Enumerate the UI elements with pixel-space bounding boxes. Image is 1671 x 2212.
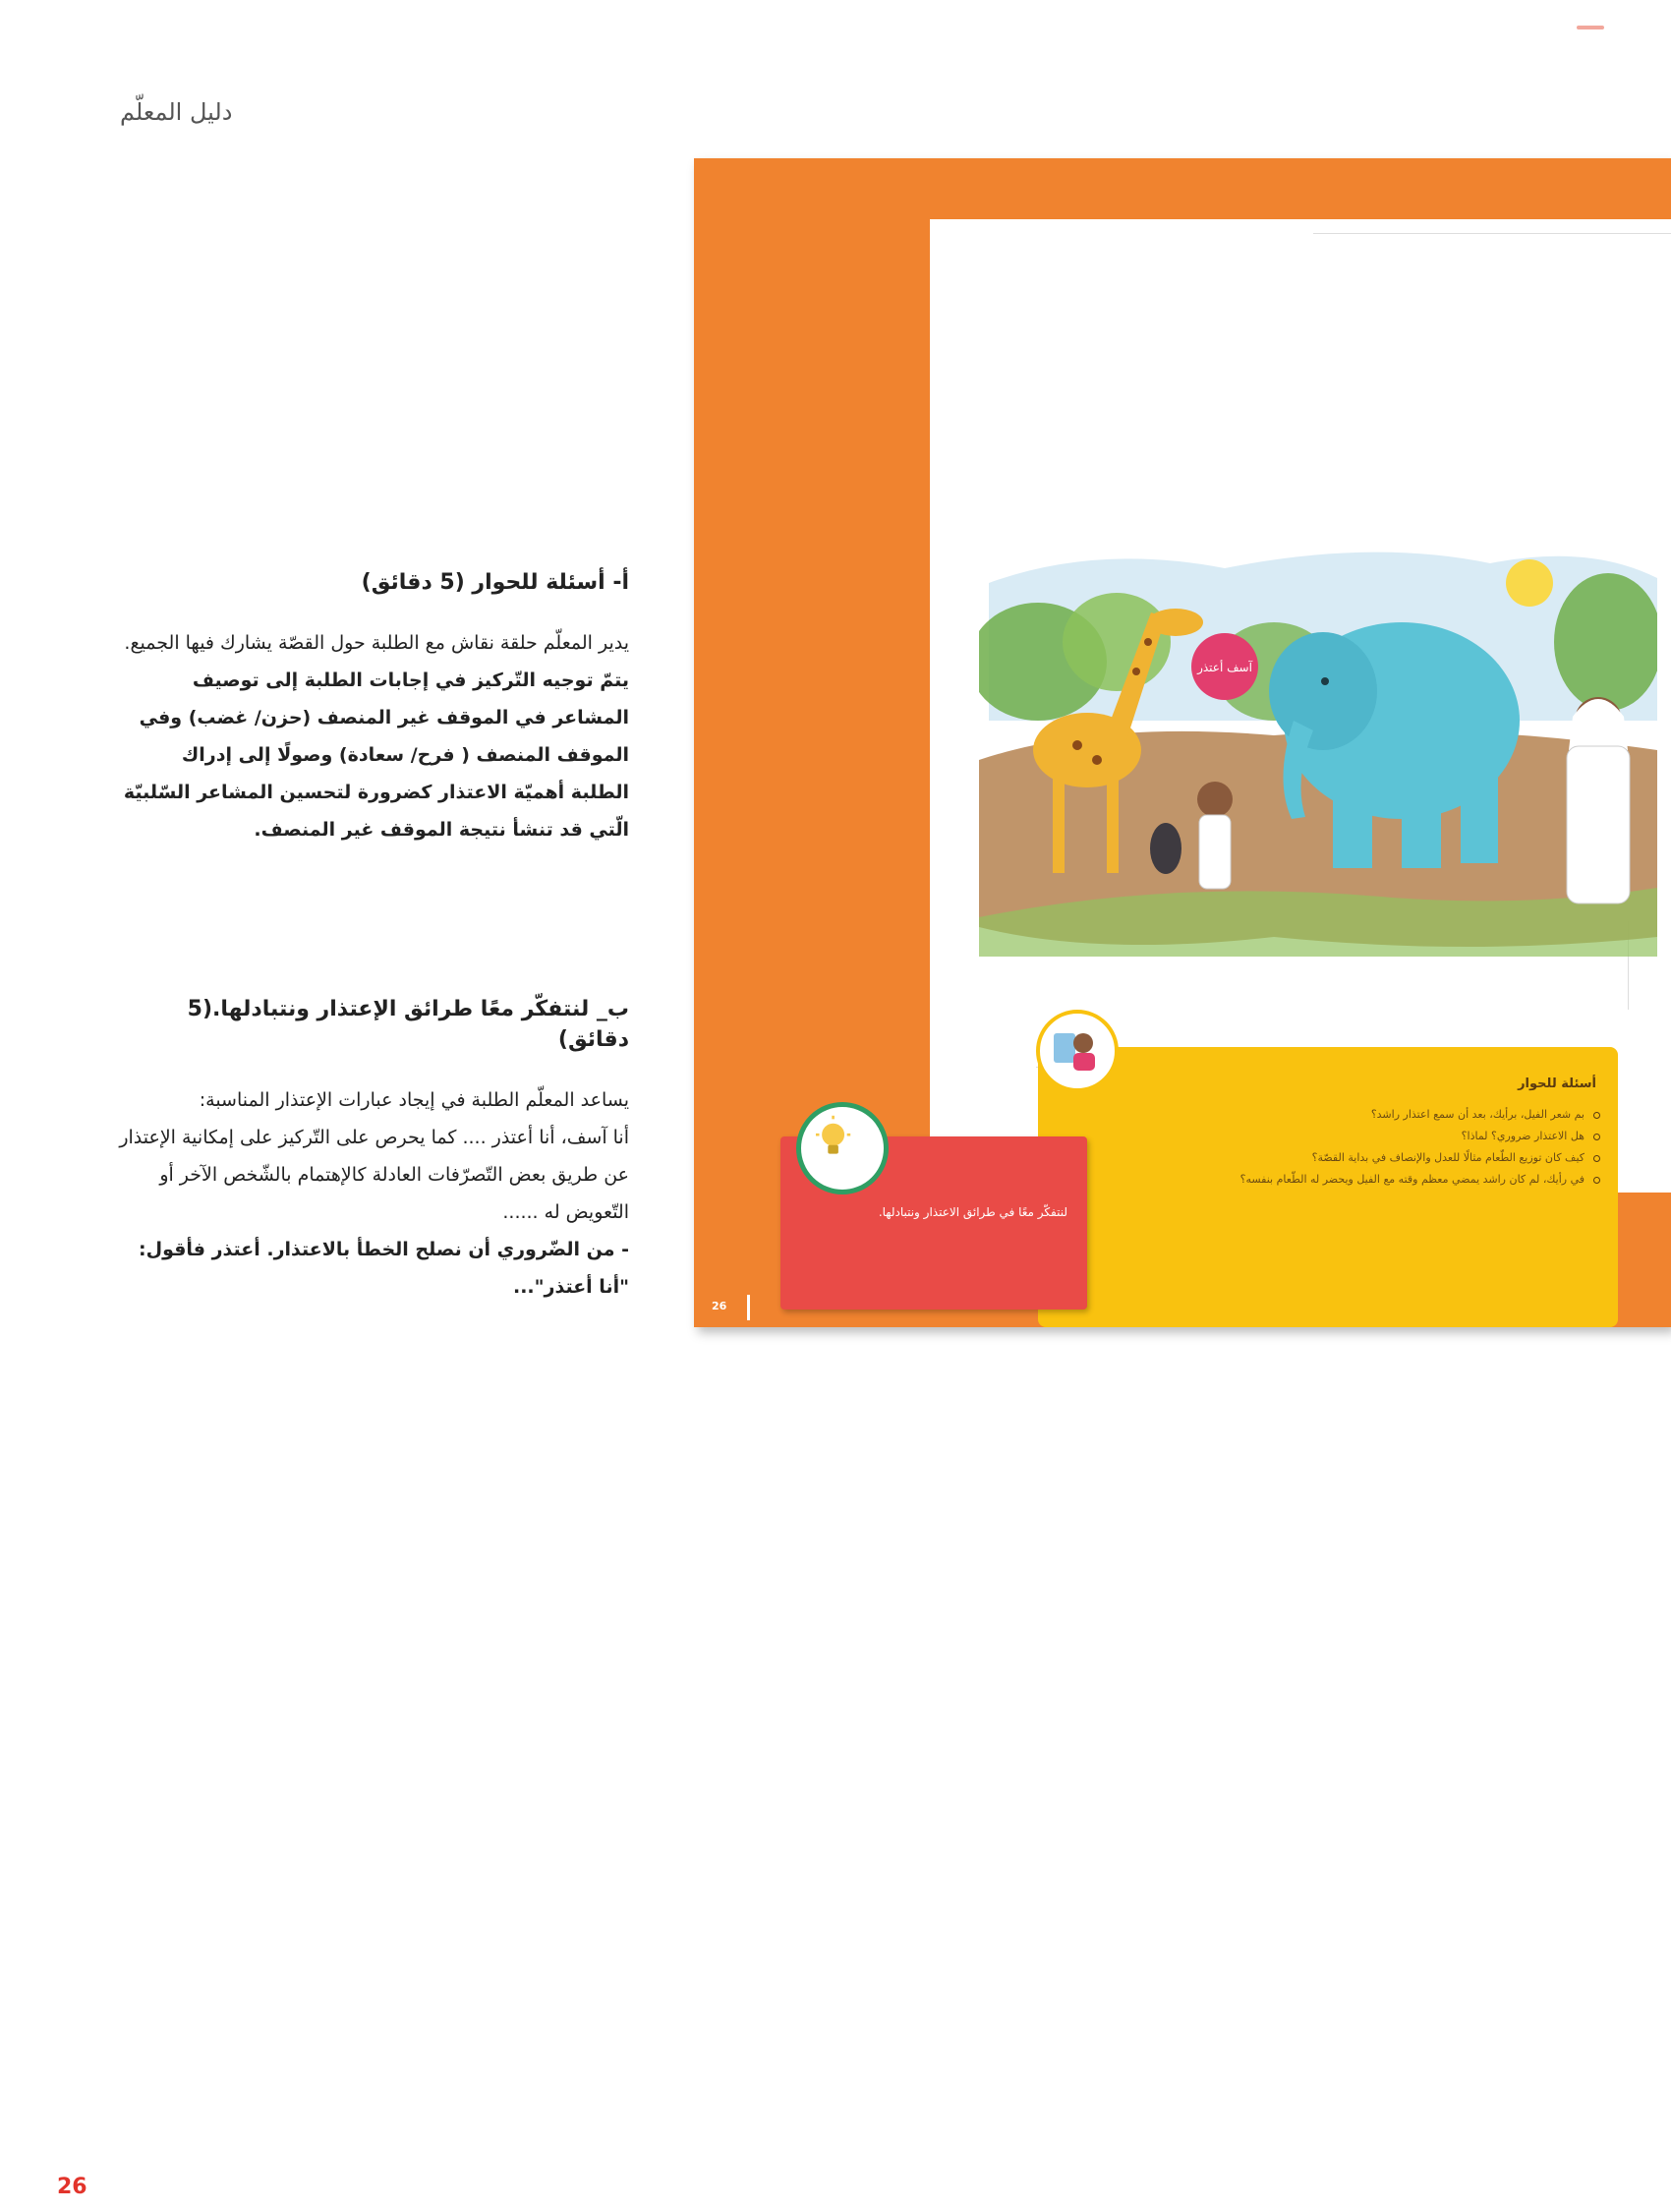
question-item: في رأيك، لم كان راشد يمضي معظم وقته مع الفيل ويحضر له الطّعام بنفسه؟ bbox=[1079, 1169, 1600, 1191]
reflect-together-text: لنتفكّر معًا في طرائق الاعتذار ونتبادلها. bbox=[878, 1205, 1067, 1219]
speech-bubble bbox=[1191, 633, 1258, 700]
top-corner-mark bbox=[1577, 26, 1604, 29]
section-b-title: ب_ لنتفكّر معًا طرائق الإعتذار ونتبادلها.(5 دقائق) bbox=[187, 997, 629, 1052]
boy-icon bbox=[1197, 782, 1233, 889]
orange-strip bbox=[1618, 1198, 1671, 1327]
man-icon bbox=[1567, 697, 1630, 903]
story-illustration bbox=[979, 524, 1657, 957]
dialogue-questions-box bbox=[1038, 1047, 1618, 1327]
divider bbox=[747, 1295, 750, 1320]
section-a-title: أ- أسئلة للحوار (5 دقائق) bbox=[361, 570, 629, 595]
lightbulb-icon bbox=[796, 1102, 889, 1194]
speech-bubble-text: آسف أعتذر bbox=[1197, 661, 1252, 674]
cat-icon bbox=[1150, 823, 1181, 874]
section-a-bold-paragraph: يتمّ توجيه التّركيز في إجابات الطلبة إلى توصيف المشاعر في الموقف غير المنصف (حزن/ غضب) وفي الموقف المنصف ( فرح/ سعادة) وصولًا إلى إدراك الطلبة أهميّة الاعتذار كضرورة لتحسين المشاعر السّلبيّة الّتي قد تنشأ نتيجة الموقف غير المنصف. bbox=[123, 669, 629, 841]
section-b-paragraph-2: أنا آسف، أنا أعتذر .... كما يحرص على التّركيز على إمكانية الإعتذار عن طريق بعض التّصرّفات العادلة كالإهتمام بالشّخص الآخر أو التّعويض له ...... bbox=[119, 1126, 629, 1223]
textbook-page-number: 26 bbox=[712, 1300, 727, 1312]
section-a-paragraph: يدير المعلّم حلقة نقاش مع الطلبة حول القصّة يشارك فيها الجميع. bbox=[124, 631, 629, 654]
question-item: بم شعر الفيل، برأيك، بعد أن سمع اعتذار راشد؟ bbox=[1079, 1104, 1600, 1126]
question-item: هل الاعتذار ضروري؟ لماذا؟ bbox=[1079, 1126, 1600, 1147]
section-a bbox=[118, 568, 629, 848]
dialogue-people-icon bbox=[1036, 1010, 1119, 1092]
questions-list bbox=[1079, 1104, 1600, 1191]
header-title: دليل المعلّم bbox=[120, 98, 233, 126]
questions-title: أسئلة للحوار bbox=[1518, 1077, 1596, 1091]
section-b-paragraph-1: يساعد المعلّم الطلبة في إيجاد عبارات الإعتذار المناسبة: bbox=[199, 1088, 629, 1111]
section-b-bold-paragraph: - من الضّروري أن نصلح الخطأ بالاعتذار. أعتذر فأقول: "أنا أعتذر"... bbox=[138, 1238, 629, 1298]
section-b bbox=[118, 995, 629, 1306]
sun-icon bbox=[1506, 559, 1553, 607]
divider bbox=[1313, 233, 1671, 234]
textbook-page-preview bbox=[694, 158, 1671, 1327]
question-item: كيف كان توزيع الطّعام مثالًا للعدل والإنصاف في بداية القصّة؟ bbox=[1079, 1147, 1600, 1169]
page-number: 26 bbox=[57, 2175, 87, 2199]
